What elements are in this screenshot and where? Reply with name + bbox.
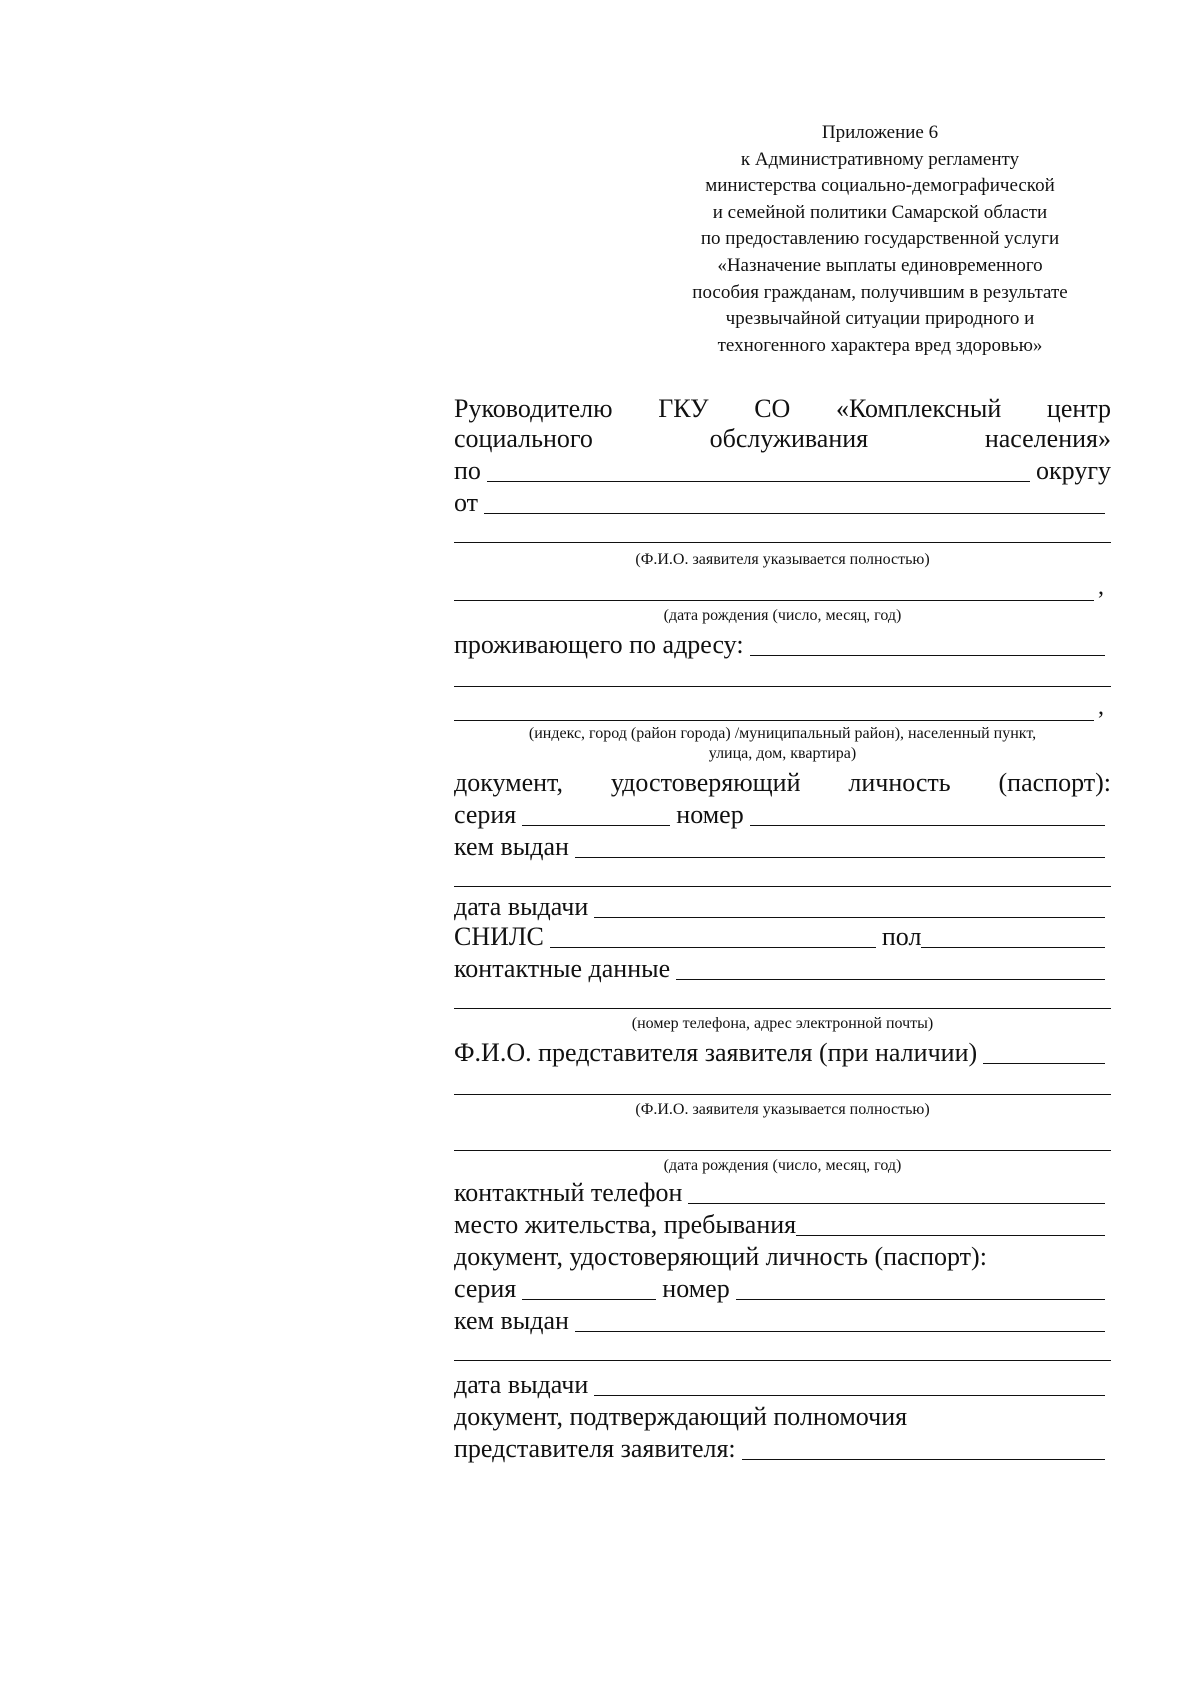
issued-by-field[interactable] (575, 833, 1105, 858)
address-field[interactable] (750, 631, 1105, 656)
rep-issued-line (454, 1302, 1111, 1336)
addressee-word: населения» (984, 424, 1111, 453)
doc-word: документ, (454, 768, 563, 797)
rep-phone-field[interactable] (688, 1179, 1105, 1204)
issue-date-field[interactable] (594, 893, 1105, 918)
sex-field[interactable] (921, 923, 1105, 948)
applicant-issue-date-line (454, 888, 1111, 922)
sex-label: пол (881, 922, 922, 951)
district-field[interactable] (487, 457, 1030, 482)
rep-residence-field[interactable] (796, 1211, 1105, 1236)
rep-residence-line (454, 1206, 1111, 1240)
appendix-header (640, 120, 1120, 359)
addressee-word: «Комплексный (835, 394, 1002, 423)
rep-authority-field[interactable] (742, 1435, 1105, 1460)
doc-word: удостоверяющий (610, 768, 801, 797)
rep-fio-line (454, 1034, 1111, 1068)
rep-fio-field-2[interactable] (454, 1094, 1111, 1095)
doc-word: (паспорт): (998, 768, 1111, 797)
applicant-fio-caption: (Ф.И.О. заявителя указывается полностью) (635, 551, 930, 568)
applicant-doc-label (454, 764, 1111, 798)
rep-authority-line-1 (454, 1398, 1111, 1432)
rep-phone-label: контактный телефон (454, 1178, 683, 1207)
addressee-word: центр (1046, 394, 1111, 423)
address-caption-2: улица, дом, квартира) (708, 745, 857, 762)
addressee-line-1 (454, 390, 1111, 424)
snils-label: СНИЛС (454, 922, 544, 951)
contacts-field-2[interactable] (454, 1008, 1111, 1009)
address-field-2[interactable] (454, 686, 1111, 687)
snils-field[interactable] (550, 923, 876, 948)
rep-doc-label-line (454, 1238, 1111, 1272)
applicant-dob-field[interactable] (454, 600, 1094, 601)
applicant-name-field-2[interactable] (454, 542, 1111, 543)
rep-dob-caption: (дата рождения (число, месяц, год) (663, 1157, 902, 1174)
appendix-line: по предоставлению государственной услуги (700, 228, 1060, 250)
rep-dob-field[interactable] (454, 1150, 1111, 1151)
rep-phone-line (454, 1174, 1111, 1208)
addressee-word: СО (754, 394, 791, 423)
addressee-word: обслуживания (709, 424, 869, 453)
addressee-line-2 (454, 420, 1111, 454)
rep-number-field[interactable] (736, 1275, 1105, 1300)
rep-series-label: серия (454, 1274, 517, 1303)
contacts-label: контактные данные (454, 954, 671, 983)
rep-issued-by-field[interactable] (575, 1307, 1105, 1332)
appendix-line: чрезвычайной ситуации природного и (725, 308, 1035, 330)
appendix-line: к Административному регламенту (740, 148, 1020, 170)
appendix-line: и семейной политики Самарской области (712, 201, 1048, 223)
district-prefix: по (454, 456, 481, 485)
rep-authority-line-2 (454, 1430, 1111, 1464)
applicant-issued-line (454, 828, 1111, 862)
rep-issue-date-label: дата выдачи (454, 1370, 589, 1399)
rep-fio-label: Ф.И.О. представителя заявителя (при наличии) (454, 1038, 978, 1067)
appendix-line: «Назначение выплаты единовременного (717, 254, 1043, 276)
comma: , (1098, 694, 1104, 720)
rep-fio-field[interactable] (983, 1039, 1105, 1064)
number-label: номер (676, 800, 744, 829)
addressee-word: Руководителю (454, 394, 613, 423)
district-suffix: округу (1036, 456, 1111, 485)
appendix-line: Приложение 6 (821, 122, 939, 143)
number-field[interactable] (750, 801, 1105, 826)
series-field[interactable] (522, 801, 670, 826)
rep-authority-label-2: представителя заявителя: (454, 1434, 736, 1463)
series-label: серия (454, 800, 517, 829)
address-line (454, 626, 1111, 660)
applicant-passport-line (454, 796, 1111, 830)
appendix-line: министерства социально-демографической (705, 175, 1055, 197)
rep-residence-label: место жительства, пребывания (454, 1210, 797, 1239)
rep-passport-line (454, 1270, 1111, 1304)
issued-by-field-2[interactable] (454, 886, 1111, 887)
rep-authority-label-1: документ, подтверждающий полномочия (454, 1402, 908, 1431)
rep-issue-date-field[interactable] (594, 1371, 1105, 1396)
addressee-word: социального (454, 424, 593, 453)
rep-series-field[interactable] (522, 1275, 656, 1300)
from-line (454, 484, 1111, 518)
address-label: проживающего по адресу: (454, 630, 744, 659)
rep-issue-date-line (454, 1366, 1111, 1400)
contacts-field[interactable] (676, 955, 1105, 980)
applicant-dob-caption: (дата рождения (число, месяц, год) (663, 607, 902, 624)
issued-by-label: кем выдан (454, 832, 569, 861)
rep-doc-label: документ, удостоверяющий личность (паспорт): (454, 1242, 987, 1271)
address-field-3[interactable] (454, 720, 1094, 721)
from-label: от (454, 488, 479, 517)
district-line (454, 452, 1111, 486)
contacts-caption: (номер телефона, адрес электронной почты) (631, 1015, 934, 1032)
doc-word: личность (848, 768, 951, 797)
snils-line (454, 918, 1111, 952)
appendix-line: техногенного характера вред здоровью» (717, 334, 1043, 356)
rep-issued-by-field-2[interactable] (454, 1360, 1111, 1361)
rep-fio-caption: (Ф.И.О. заявителя указывается полностью) (635, 1101, 930, 1118)
comma: , (1098, 574, 1104, 600)
contacts-line (454, 950, 1111, 984)
issue-date-label: дата выдачи (454, 892, 589, 921)
address-caption-1: (индекс, город (район города) /муниципальный район), населенный пункт, (528, 725, 1037, 742)
rep-number-label: номер (662, 1274, 730, 1303)
applicant-name-field[interactable] (484, 489, 1105, 514)
appendix-line: пособия гражданам, получившим в результате (692, 281, 1068, 303)
rep-issued-by-label: кем выдан (454, 1306, 569, 1335)
addressee-word: ГКУ (658, 394, 709, 423)
